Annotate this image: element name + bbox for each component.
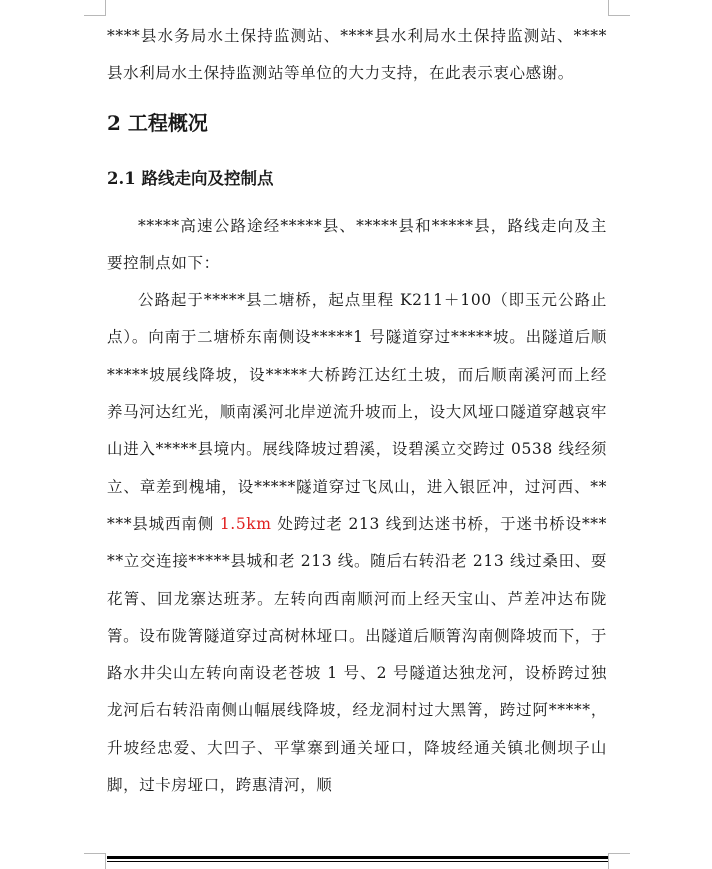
route-body-text: 公路起于*****县二塘桥，起点里程 K211＋100（即玉元公路止点）。向南于二塘桥东南侧设*****1 号隧道穿过*****坡。出隧道后顺*****坡展线降坡，设*****大桥跨江达红土坡，而后顺南溪河而上经养马河达红光，顺南溪河北岸逆流升坡而上，设大风垭口隧道穿越哀牢山进入*****县境内。展线降坡过碧溪，设碧溪立交跨过 0538 线经须立、章差到槐埔，设*****隧道穿过飞凤山，进入银匠冲，过河西、*****县城西南侧 bbox=[107, 291, 607, 533]
crop-mark bbox=[608, 15, 630, 16]
crop-mark bbox=[84, 15, 106, 16]
crop-mark bbox=[105, 0, 106, 16]
crop-mark bbox=[608, 853, 609, 869]
crop-mark bbox=[608, 853, 630, 854]
footer-rule-thin bbox=[107, 861, 608, 862]
intro-paragraph: ****县水务局水土保持监测站、****县水利局水土保持监测站、****县水利局水土保持监测站等单位的大力支持，在此表示衷心感谢。 bbox=[107, 27, 607, 83]
route-intro-paragraph: *****高速公路途经*****县、*****县和*****县，路线走向及主要控制点如下： bbox=[107, 216, 607, 272]
route-body-text-continued: 处跨过老 213 线到达迷书桥，于迷书桥设*****立交连接*****县城和老 213 线。随后右转沿老 213 线过桑田、耍花箐、回龙寨达班茅。左转向西南顺河而上经天宝山、芦差冲达布陇箐。设布陇箐隧道穿过高树林垭口。出隧道后顺箐沟南侧降坡而下，于路水井尖山左转向南设老苍坡 1 号、2 号隧道达独龙河，设桥跨过独龙河后右转沿南侧山幅展线降坡，经龙洞村过大黑箐，跨过阿*****，升坡经忠爱、大凹子、平掌寨到通关垭口，降坡经通关镇北侧坝子山脚，过卡房垭口，跨惠清河，顺 bbox=[107, 514, 607, 795]
distance-highlight: 1.5km bbox=[219, 514, 272, 533]
subsection-heading: 2.1 路线走向及控制点 bbox=[107, 168, 274, 188]
footer-rule bbox=[107, 856, 608, 859]
route-body-paragraph bbox=[107, 282, 607, 804]
crop-mark bbox=[105, 853, 106, 869]
crop-mark bbox=[608, 0, 609, 16]
section-heading: 2 工程概况 bbox=[107, 110, 208, 135]
crop-mark bbox=[84, 853, 106, 854]
page-content bbox=[107, 18, 607, 804]
